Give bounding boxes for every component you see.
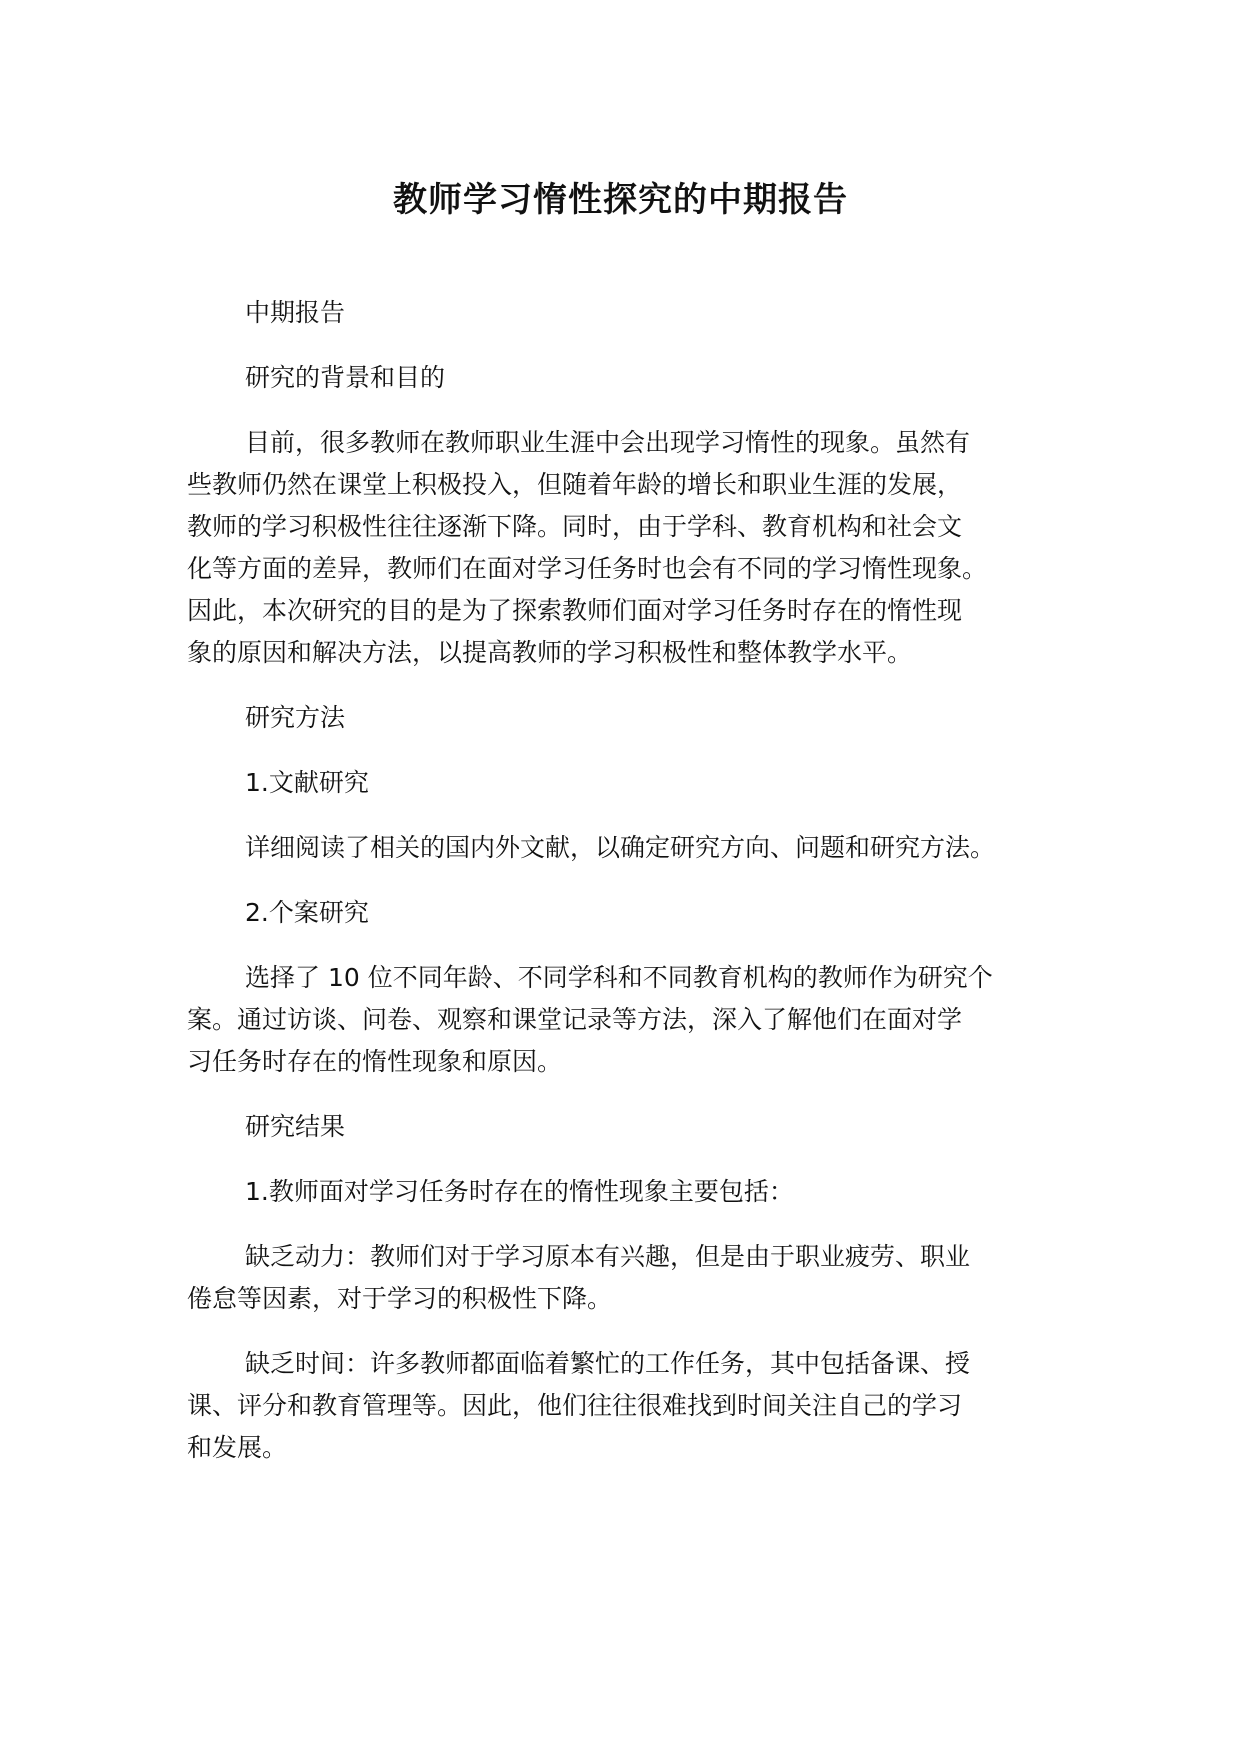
paragraph-lack-of-time <box>187 1343 1067 1469</box>
heading-case-study: 2.个案研究 <box>245 898 369 927</box>
heading-results: 研究结果 <box>245 1112 346 1141</box>
paragraph-literature-review: 详细阅读了相关的国内外文献，以确定研究方向、问题和研究方法。 <box>245 833 996 862</box>
text-line: 案。通过访谈、问卷、观察和课堂记录等方法，深入了解他们在面对学 <box>187 1005 963 1034</box>
heading-interim-report: 中期报告 <box>245 298 346 327</box>
heading-literature-review: 1.文献研究 <box>245 768 369 797</box>
heading-methods: 研究方法 <box>245 703 346 732</box>
text-line: 化等方面的差异，教师们在面对学习任务时也会有不同的学习惰性现象。 <box>187 554 988 583</box>
text-line: 课、评分和教育管理等。因此，他们往往很难找到时间关注自己的学习 <box>187 1391 963 1420</box>
text-line: 和发展。 <box>187 1433 288 1462</box>
text-line: 缺乏动力：教师们对于学习原本有兴趣，但是由于职业疲劳、职业 <box>245 1242 971 1271</box>
heading-background-purpose: 研究的背景和目的 <box>245 363 446 392</box>
document-title: 教师学习惰性探究的中期报告 <box>393 180 848 220</box>
text-line: 习任务时存在的惰性现象和原因。 <box>187 1047 563 1076</box>
text-line: 象的原因和解决方法，以提高教师的学习积极性和整体教学水平。 <box>187 638 913 667</box>
paragraph-background <box>187 422 1067 674</box>
text-line: 教师的学习积极性往往逐渐下降。同时，由于学科、教育机构和社会文 <box>187 512 963 541</box>
paragraph-case-study <box>187 957 1067 1083</box>
text-line: 目前，很多教师在教师职业生涯中会出现学习惰性的现象。虽然有 <box>245 428 971 457</box>
text-line: 选择了 10 位不同年龄、不同学科和不同教育机构的教师作为研究个 <box>245 963 993 992</box>
text-line: 些教师仍然在课堂上积极投入，但随着年龄的增长和职业生涯的发展， <box>187 470 963 499</box>
heading-inertia-phenomena: 1.教师面对学习任务时存在的惰性现象主要包括： <box>245 1177 794 1206</box>
paragraph-lack-of-motivation <box>187 1236 1067 1320</box>
document-body <box>187 292 1067 1492</box>
text-line: 倦怠等因素，对于学习的积极性下降。 <box>187 1284 613 1313</box>
text-line: 缺乏时间：许多教师都面临着繁忙的工作任务，其中包括备课、授 <box>245 1349 971 1378</box>
text-line: 因此，本次研究的目的是为了探索教师们面对学习任务时存在的惰性现 <box>187 596 963 625</box>
